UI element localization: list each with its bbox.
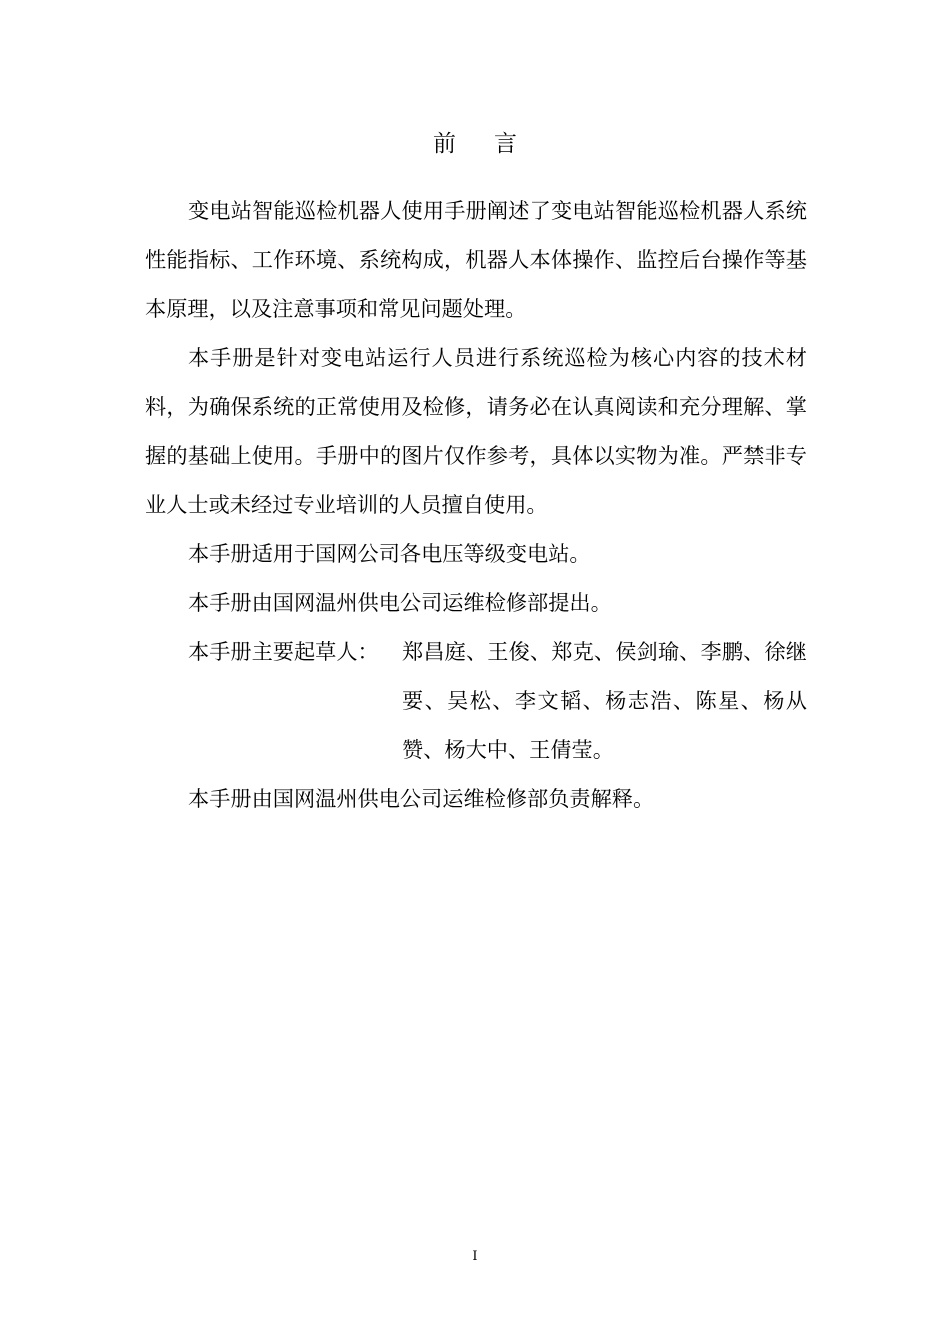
drafters-label: 本手册主要起草人： — [188, 639, 379, 664]
closing-paragraph: 本手册由国网温州供电公司运维检修部负责解释。 — [188, 786, 655, 811]
document-body — [145, 186, 807, 823]
proposer-paragraph: 本手册由国网温州供电公司运维检修部提出。 — [188, 590, 612, 615]
intro-paragraph: 变电站智能巡检机器人使用手册阐述了变电站智能巡检机器人系统性能指标、工作环境、系统构成，机器人本体操作、监控后台操作等基本原理，以及注意事项和常见问题处理。 — [145, 198, 807, 321]
drafters-block — [145, 627, 807, 774]
page-title: 前言 — [433, 131, 555, 157]
drafters-names: 郑昌庭、王俊、郑克、侯剑瑜、李鹏、徐继要、吴松、李文韬、杨志浩、陈星、杨从赞、杨大中、王倩莹。 — [402, 639, 807, 762]
applicability-paragraph: 本手册适用于国网公司各电压等级变电站。 — [188, 541, 591, 566]
page-number: I — [472, 1249, 478, 1264]
scope-paragraph: 本手册是针对变电站运行人员进行系统巡检为核心内容的技术材料，为确保系统的正常使用及检修，请务必在认真阅读和充分理解、掌握的基础上使用。手册中的图片仅作参考，具体以实物为准。严禁非专业人士或未经过专业培训的人员擅自使用。 — [145, 345, 807, 517]
